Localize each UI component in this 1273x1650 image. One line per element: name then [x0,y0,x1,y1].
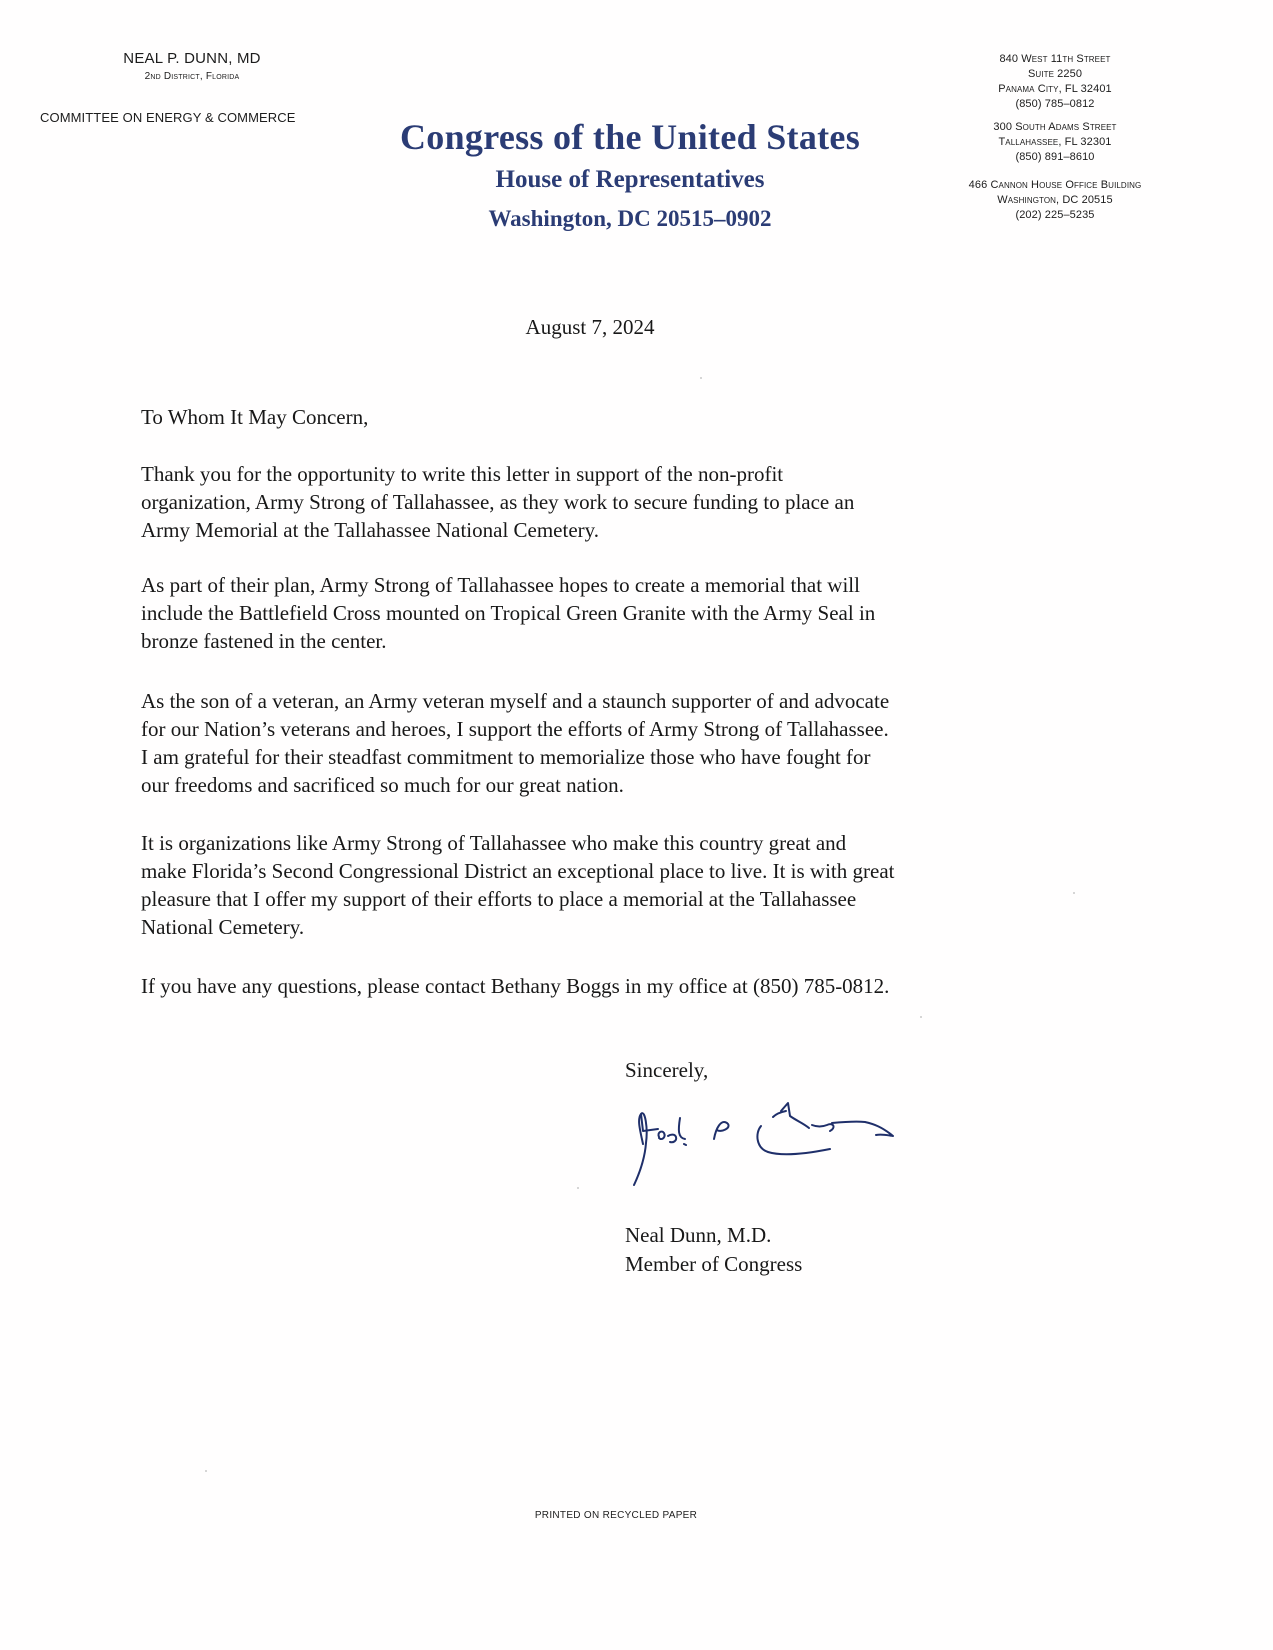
office-line: 466 Cannon House Office Building [968,179,1142,191]
office-phone: (850) 785–0812 [1015,98,1095,110]
paragraph-line: As part of their plan, Army Strong of Tallahassee hopes to create a memorial that will [141,573,860,597]
office-phone: (202) 225–5235 [1015,209,1095,221]
house-title: House of Representatives [495,166,765,193]
paragraph-line: organization, Army Strong of Tallahassee, as they work to secure funding to place an [141,490,855,514]
office-line: 840 West 11th Street [999,53,1111,65]
paragraph-line: Thank you for the opportunity to write this letter in support of the non-profit [141,462,784,486]
washington-address: Washington, DC 20515–0902 [488,206,772,231]
scan-speck [1073,892,1075,894]
panama-city-office [930,52,1180,112]
paragraph-line: include the Battlefield Cross mounted on Tropical Green Granite with the Army Seal in [141,601,876,625]
body-paragraph [141,972,1141,1000]
recycled-paper-note: PRINTED ON RECYCLED PAPER [534,1510,698,1521]
paragraph-line: for our Nation’s veterans and heroes, I support the efforts of Army Strong of Tallahassee. [141,717,889,741]
scan-speck [205,1470,207,1472]
member-name: NEAL P. DUNN, MD [123,50,261,67]
signer-name: Neal Dunn, M.D. [625,1223,772,1247]
paragraph-line: If you have any questions, please contact Bethany Boggs in my office at (850) 785-0812. [141,974,890,998]
body-paragraph [141,460,1141,544]
office-line: Washington, DC 20515 [997,194,1113,206]
paragraph-line: pleasure that I offer my support of their efforts to place a memorial at the Tallahassee [141,887,857,911]
signer-title: Member of Congress [625,1252,803,1276]
office-line: 300 South Adams Street [993,121,1117,133]
paragraph-line: I am grateful for their steadfast commitment to memorialize those who have fought for [141,745,871,769]
office-line: Tallahassee, FL 32301 [998,136,1112,148]
body-paragraph [141,687,1141,799]
paragraph-line: National Cemetery. [141,915,305,939]
congress-title: Congress of the United States [399,117,861,157]
tallahassee-office [930,120,1180,165]
member-district: 2nd District, Florida [144,71,240,82]
paragraph-line: our freedoms and sacrificed so much for our great nation. [141,773,624,797]
washington-office [930,178,1180,223]
letter-date: August 7, 2024 [525,315,655,339]
paragraph-line: bronze fastened in the center. [141,629,387,653]
scan-speck [700,377,702,379]
office-phone: (850) 891–8610 [1015,151,1095,163]
paragraph-line: Army Memorial at the Tallahassee National Cemetery. [141,518,600,542]
closing: Sincerely, [625,1058,709,1082]
body-paragraph [141,571,1141,655]
paragraph-line: As the son of a veteran, an Army veteran myself and a staunch supporter of and advocate [141,689,890,713]
scan-speck [920,1016,922,1018]
body-paragraph [141,829,1141,941]
handwritten-signature [625,1088,915,1198]
office-line: Suite 2250 [1027,68,1083,80]
paragraph-line: make Florida’s Second Congressional District an exceptional place to live. It is with great [141,859,895,883]
salutation: To Whom It May Concern, [141,405,369,429]
paragraph-line: It is organizations like Army Strong of Tallahassee who make this country great and [141,831,847,855]
office-line: Panama City, FL 32401 [998,83,1112,95]
scan-speck [577,1187,579,1189]
committee-name: COMMITTEE ON ENERGY & COMMERCE [40,110,296,125]
